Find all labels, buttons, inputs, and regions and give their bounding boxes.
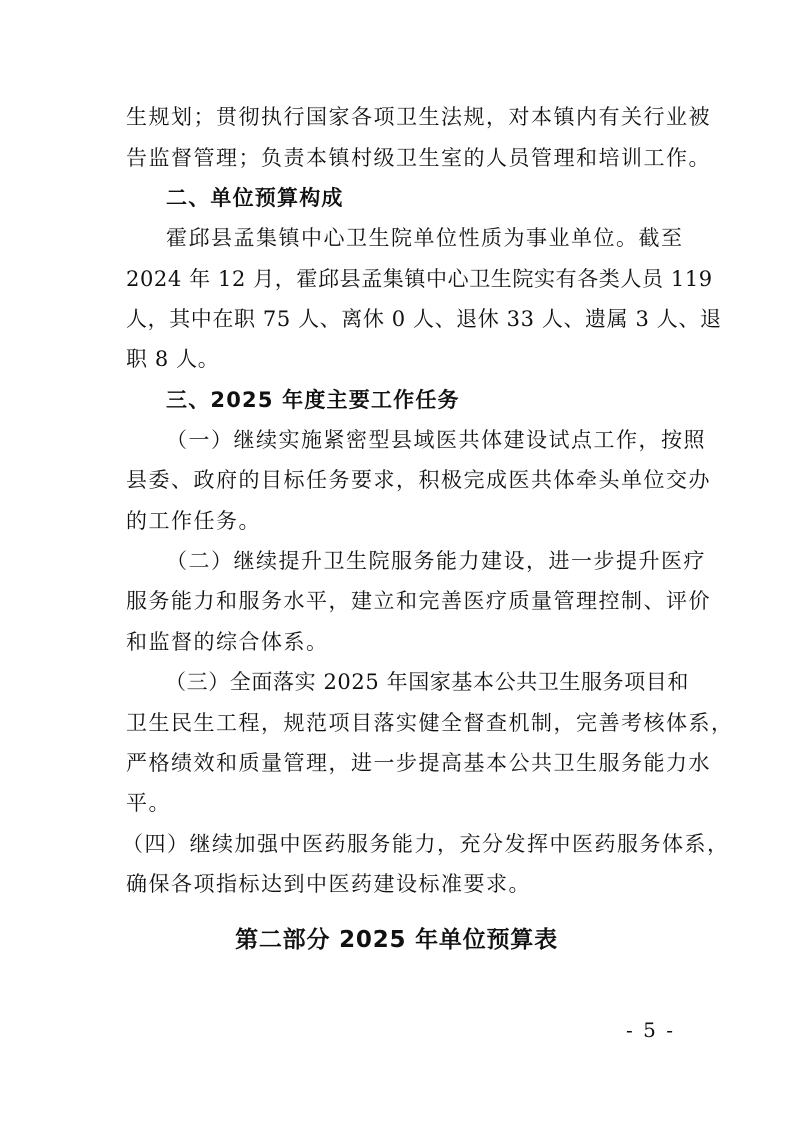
task-item-3-line-1: （三）全面落实 2025 年国家基本公共卫生服务项目和 — [165, 670, 689, 694]
task-item-2-line-3: 和监督的综合体系。 — [126, 630, 329, 654]
task-item-1-line-3: 的工作任务。 — [126, 509, 261, 533]
part-two-title: 第二部分 2025 年单位预算表 — [235, 927, 558, 953]
task-item-3-line-4: 平。 — [126, 791, 171, 815]
body-text-line-3: 霍邱县孟集镇中心卫生院单位性质为事业单位。截至 — [166, 226, 684, 250]
task-item-4-line-1: （四）继续加强中医药服务能力，充分发挥中医药服务体系， — [122, 832, 730, 856]
body-text-line-4: 2024 年 12 月，霍邱县孟集镇中心卫生院实有各类人员 119 — [126, 267, 713, 291]
body-text-line-2: 告监督管理；负责本镇村级卫生室的人员管理和培训工作。 — [126, 146, 711, 170]
task-item-1-line-1: （一）继续实施紧密型县域医共体建设试点工作，按照 — [166, 428, 706, 452]
task-item-3-line-2: 卫生民生工程，规范项目落实健全督查机制，完善考核体系， — [126, 711, 734, 735]
task-item-3-line-3: 严格绩效和质量管理，进一步提高基本公共卫生服务能力水 — [126, 751, 711, 775]
section-heading-unit-budget: 二、单位预算构成 — [166, 186, 344, 210]
body-text-line-6: 职 8 人。 — [126, 347, 220, 371]
section-heading-main-tasks: 三、2025 年度主要工作任务 — [166, 388, 460, 412]
task-item-2-line-2: 服务能力和服务水平，建立和完善医疗质量管理控制、评价 — [126, 589, 711, 613]
task-item-2-line-1: （二）继续提升卫生院服务能力建设，进一步提升医疗 — [166, 549, 706, 573]
task-item-1-line-2: 县委、政府的目标任务要求，积极完成医共体牵头单位交办 — [126, 468, 711, 492]
task-item-4-line-2: 确保各项指标达到中医药建设标准要求。 — [126, 872, 531, 896]
body-text-line-1: 生规划；贯彻执行国家各项卫生法规，对本镇内有关行业被 — [126, 105, 711, 129]
body-text-line-5: 人，其中在职 75 人、离休 0 人、退休 33 人、遗属 3 人、退 — [126, 307, 722, 331]
page-number: - 5 - — [626, 1018, 675, 1042]
